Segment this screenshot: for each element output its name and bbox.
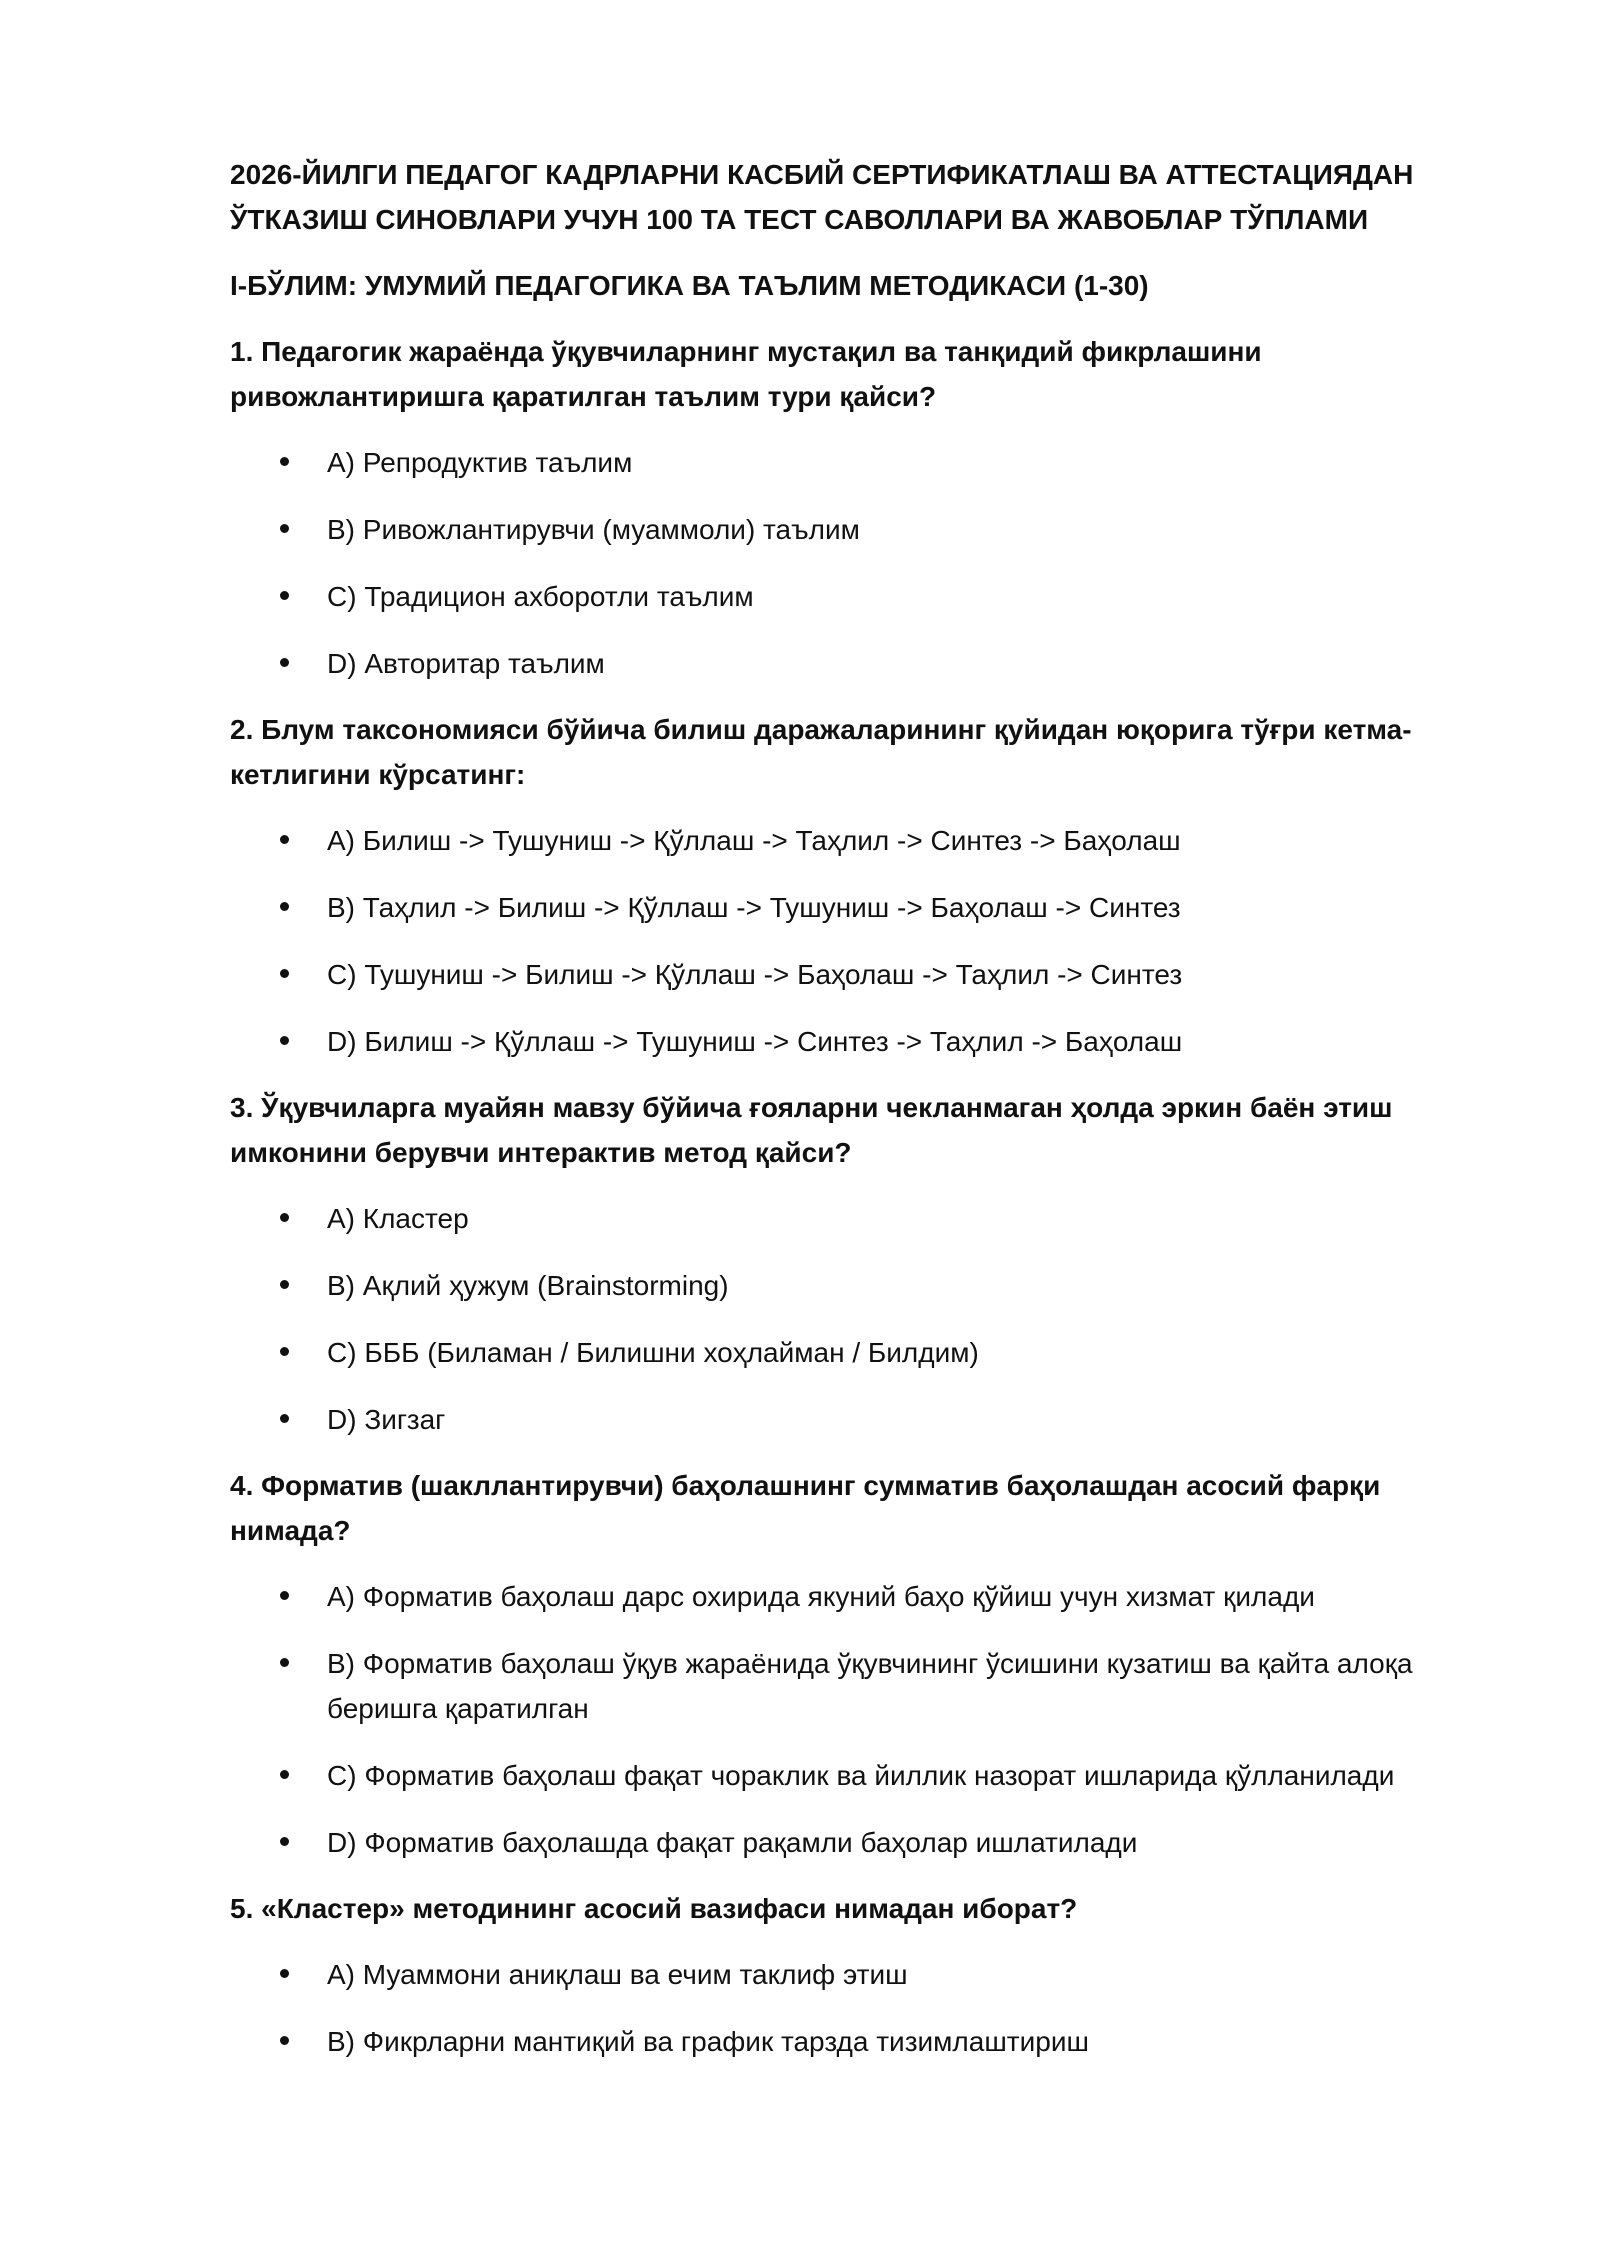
answer-option: [230, 1019, 1480, 1064]
answer-option-text: C) Форматив баҳолаш фақат чораклик ва йиллик назорат ишларида қўлланилади: [327, 1760, 1395, 1791]
answer-option: [230, 1641, 1480, 1731]
bullet-icon: [280, 969, 289, 978]
answer-option: [230, 440, 1480, 485]
answer-option-text: B) Таҳлил -> Билиш -> Қўллаш -> Тушуниш -> Баҳолаш -> Синтез: [327, 892, 1181, 923]
bullet-icon: [280, 524, 289, 533]
question-text: 4. Форматив (шакллантирувчи) баҳолашнинг cумматив баҳолашдан асосий фарқи нимада?: [230, 1470, 1381, 1546]
bullet-icon: [280, 1591, 289, 1600]
answer-option-text: C) БББ (Биламан / Билишни хоҳлайман / Билдим): [327, 1337, 979, 1368]
answer-options: [230, 818, 1480, 1064]
bullet-icon: [280, 1837, 289, 1846]
bullet-icon: [280, 658, 289, 667]
bullet-icon: [280, 1770, 289, 1779]
bullet-icon: [280, 591, 289, 600]
bullet-icon: [280, 1414, 289, 1423]
question-text: 2. Блум таксономияси бўйича билиш даражаларининг қуйидан юқорига тўғри кетма-кетлигини кўрсатинг:: [230, 714, 1412, 790]
answer-option: [230, 507, 1480, 552]
question-2: [230, 707, 1480, 1064]
answer-option: [230, 574, 1480, 619]
answer-option: [230, 1753, 1480, 1798]
answer-option: [230, 1196, 1480, 1241]
question-text: 1. Педагогик жараёнда ўқувчиларнинг мустақил ва танқидий фикрлашини ривожлантиришга қаратилган таълим тури қайси?: [230, 336, 1262, 412]
answer-option: [230, 818, 1480, 863]
answer-option: [230, 2019, 1480, 2064]
question-5: [230, 1886, 1480, 2064]
answer-option: [230, 641, 1480, 686]
answer-options: [230, 1952, 1480, 2064]
bullet-icon: [280, 1213, 289, 1222]
bullet-icon: [280, 902, 289, 911]
answer-option: [230, 1330, 1480, 1375]
answer-options: [230, 440, 1480, 686]
bullet-icon: [280, 1658, 289, 1667]
bullet-icon: [280, 1347, 289, 1356]
question-text: 3. Ўқувчиларга муайян мавзу бўйича ғояларни чекланмаган ҳолда эркин баён этиш имконини берувчи интерактив метод қайси?: [230, 1092, 1393, 1168]
answer-option-text: A) Кластер: [327, 1203, 469, 1234]
bullet-icon: [280, 1280, 289, 1289]
answer-option-text: C) Традицион ахборотли таълим: [327, 581, 754, 612]
answer-option-text: B) Фикрларни мантиқий ва график тарзда тизимлаштириш: [327, 2026, 1089, 2057]
bullet-icon: [280, 457, 289, 466]
answer-option-text: D) Авторитар таълим: [327, 648, 605, 679]
answer-option: [230, 1952, 1480, 1997]
answer-option-text: A) Репродуктив таълим: [327, 447, 633, 478]
bullet-icon: [280, 1036, 289, 1045]
answer-option-text: A) Муаммони аниқлаш ва ечим таклиф этиш: [327, 1959, 908, 1990]
question-1: [230, 329, 1480, 686]
answer-options: [230, 1196, 1480, 1442]
answer-option: [230, 885, 1480, 930]
answer-option-text: D) Билиш -> Қўллаш -> Тушуниш -> Синтез -> Таҳлил -> Баҳолаш: [327, 1026, 1183, 1057]
answer-option-text: D) Зигзаг: [327, 1404, 446, 1435]
answer-option: [230, 1820, 1480, 1865]
answer-option: [230, 1574, 1480, 1619]
bullet-icon: [280, 2036, 289, 2045]
answer-option-text: C) Тушуниш -> Билиш -> Қўллаш -> Баҳолаш -> Таҳлил -> Синтез: [327, 959, 1183, 990]
answer-option: [230, 952, 1480, 997]
answer-option-text: B) Ақлий ҳужум (Brainstorming): [327, 1270, 729, 1301]
answer-option-text: A) Билиш -> Тушуниш -> Қўллаш -> Таҳлил -> Синтез -> Баҳолаш: [327, 825, 1181, 856]
answer-option-text: D) Форматив баҳолашда фақат рақамли баҳолар ишлатилади: [327, 1827, 1138, 1858]
bullet-icon: [280, 1969, 289, 1978]
answer-option-text: B) Ривожлантирувчи (муаммоли) таълим: [327, 514, 860, 545]
answer-options: [230, 1574, 1480, 1865]
question-4: [230, 1463, 1480, 1865]
question-3: [230, 1085, 1480, 1442]
answer-option-text: B) Форматив баҳолаш ўқув жараёнида ўқувчининг ўсишини кузатиш ва қайта алоқа беришга қаратилган: [327, 1648, 1413, 1724]
bullet-icon: [280, 835, 289, 844]
question-text: 5. «Кластер» методининг асосий вазифаси нимадан иборат?: [230, 1893, 1078, 1924]
section-title: I-БЎЛИМ: УМУМИЙ ПЕДАГОГИКА ВА ТАЪЛИМ МЕТОДИКАСИ (1-30): [230, 270, 1149, 301]
document-title: 2026-ЙИЛГИ ПЕДАГОГ КАДРЛАРНИ КАСБИЙ СЕРТИФИКАТЛАШ ВА АТТЕСТАЦИЯДАН ЎТКАЗИШ СИНОВЛАРИ УЧУН 100 ТА ТЕСТ САВОЛЛАРИ ВА ЖАВОБЛАР ТЎПЛАМИ: [230, 159, 1414, 235]
answer-option-text: A) Форматив баҳолаш дарс охирида якуний баҳо қўйиш учун хизмат қилади: [327, 1581, 1315, 1612]
answer-option: [230, 1397, 1480, 1442]
answer-option: [230, 1263, 1480, 1308]
